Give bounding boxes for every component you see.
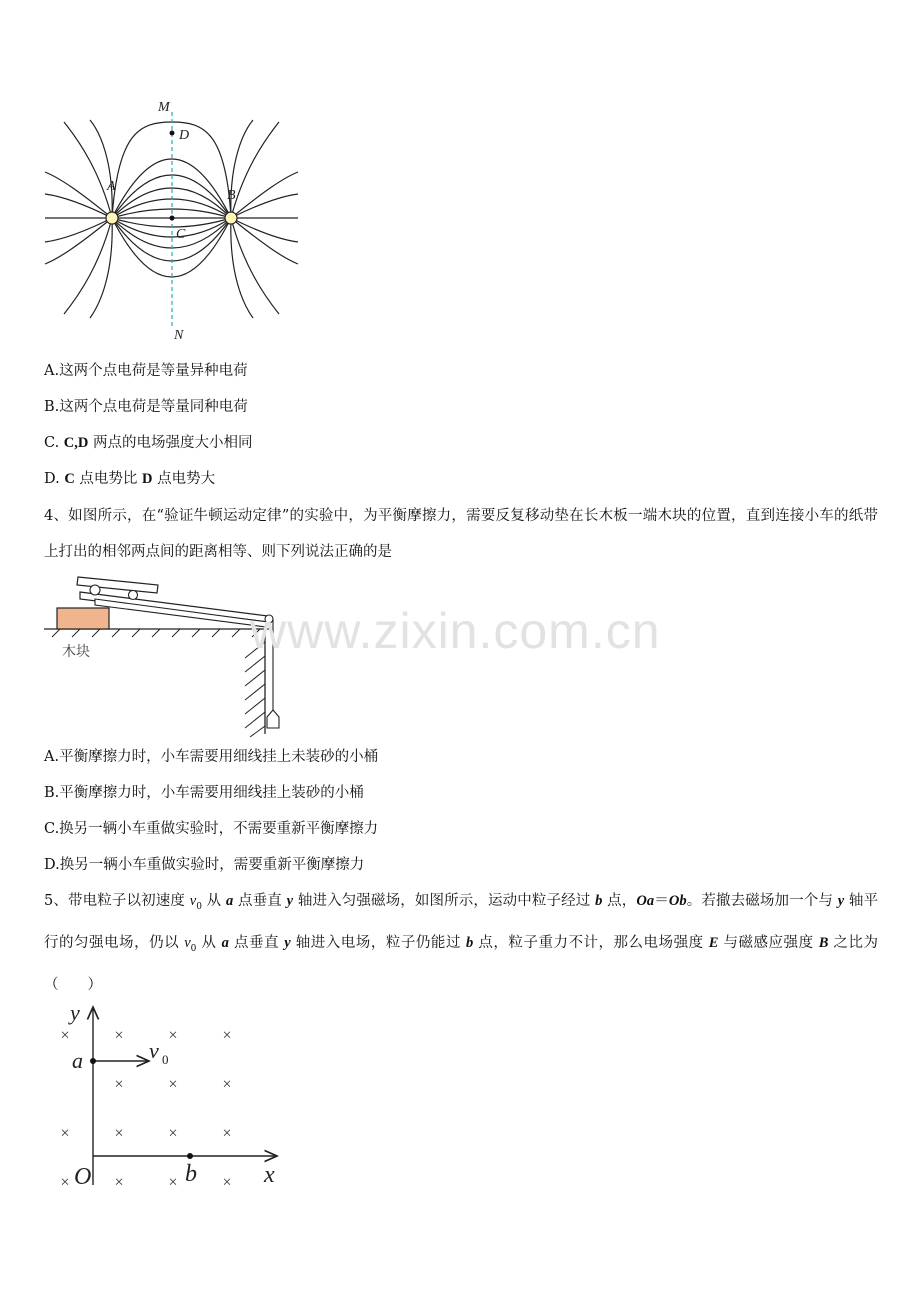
label-c: C bbox=[176, 227, 186, 242]
cross-mark: × bbox=[222, 1027, 232, 1044]
cross-mark: × bbox=[60, 1174, 70, 1191]
cross-mark: × bbox=[114, 1076, 124, 1093]
charge-a bbox=[106, 212, 118, 224]
q4-stem: 4、如图所示，在“验证牛顿运动定律”的实验中，为平衡摩擦力，需要反复移动垫在长木板一端木块的位置，直到连接小车的纸带上打出的相邻两点间的距离相等、则下列说法正确的是 bbox=[44, 508, 878, 560]
point-c bbox=[170, 216, 175, 221]
a-label: a bbox=[72, 1048, 83, 1073]
q3-option-c: C. C,D 两点的电场强度大小相同 bbox=[44, 435, 253, 451]
cross-mark: × bbox=[114, 1174, 124, 1191]
point-b bbox=[187, 1153, 193, 1159]
q4-option-b: B.平衡摩擦力时，小车需要用细线挂上装砂的小桶 bbox=[44, 785, 364, 801]
b-label: b bbox=[185, 1161, 197, 1187]
label-n: N bbox=[174, 328, 184, 343]
bucket bbox=[267, 710, 279, 728]
q4-option-a: A.平衡摩擦力时，小车需要用细线挂上未装砂的小桶 bbox=[44, 749, 379, 765]
wood-block-label: 木块 bbox=[62, 645, 90, 660]
cross-mark: × bbox=[60, 1027, 70, 1044]
label-a: A bbox=[107, 179, 116, 194]
cross-mark: × bbox=[168, 1027, 178, 1044]
v0-label: v bbox=[149, 1038, 159, 1063]
q3-option-a: A.这两个点电荷是等量异种电荷 bbox=[44, 363, 248, 379]
point-d bbox=[170, 131, 175, 136]
electric-field-figure bbox=[40, 92, 310, 350]
cross-mark: × bbox=[60, 1125, 70, 1142]
q3-option-d: D. C 点电势比 D 点电势大 bbox=[44, 471, 216, 487]
charge-b bbox=[225, 212, 237, 224]
q3-option-b: B.这两个点电荷是等量同种电荷 bbox=[44, 399, 248, 415]
q4-option-c: C.换另一辆小车重做实验时，不需要重新平衡摩擦力 bbox=[44, 821, 379, 837]
cross-mark: × bbox=[168, 1076, 178, 1093]
wood-block bbox=[57, 608, 109, 629]
cross-mark: × bbox=[168, 1125, 178, 1142]
x-axis-label: x bbox=[264, 1162, 275, 1188]
cross-mark: × bbox=[114, 1125, 124, 1142]
label-m: M bbox=[158, 100, 170, 115]
cross-mark: × bbox=[222, 1076, 232, 1093]
cross-mark: × bbox=[114, 1027, 124, 1044]
point-a bbox=[90, 1058, 96, 1064]
magnetic-field-figure bbox=[44, 995, 289, 1195]
q5-stem: 5、带电粒子以初速度 $v_0$ 从 a 点垂直 y 轴进入匀强磁场，如图所示，运动中粒子经过 b 点，Oa＝Ob。若撤去磁场加一个与 y 轴平行的匀强电场，仍以 $v_0$ 从 a 点垂直 y 轴进入电场，粒子仍能过 b 点，粒子重力不计，那么电场强度 E 与磁感应强度 B 之比为（ ） bbox=[44, 893, 879, 993]
y-axis-label: y bbox=[70, 1000, 80, 1025]
cross-mark: × bbox=[222, 1125, 232, 1142]
label-d: D bbox=[179, 128, 190, 143]
cart bbox=[77, 577, 158, 593]
origin-label: O bbox=[74, 1164, 92, 1190]
cross-mark: × bbox=[222, 1174, 232, 1191]
q4-option-d: D.换另一辆小车重做实验时，需要重新平衡摩擦力 bbox=[44, 857, 365, 873]
watermark: www.zixin.com.cn bbox=[250, 603, 661, 659]
cross-mark: × bbox=[168, 1174, 178, 1191]
label-b: B bbox=[227, 188, 236, 203]
v0-subscript: 0 bbox=[162, 1052, 169, 1067]
